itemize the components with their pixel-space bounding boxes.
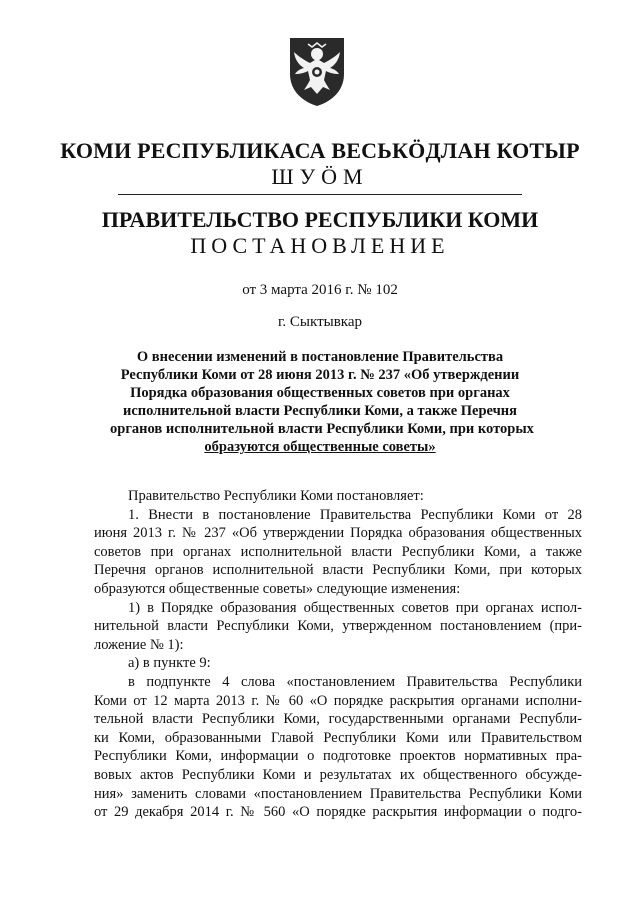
decree-body — [94, 487, 582, 822]
title-line: исполнительной власти Республики Коми, а также Перечня — [122, 403, 518, 419]
title-line: Порядка образования общественных советов при органах — [130, 385, 510, 401]
body-line: советов при органах исполнительной власти Республики Коми, а также — [94, 543, 582, 560]
header-divider — [118, 194, 522, 195]
title-line: органов исполнительной власти Республики Коми, при которых — [110, 421, 534, 437]
body-line: Перечня органов исполнительной власти Республики Коми, при которых — [94, 562, 582, 579]
body-line: Правительство Республики Коми постановляет: — [128, 488, 424, 504]
body-line: а) в пункте 9: — [128, 655, 211, 672]
body-line: вовых актов Республики Коми и результатах их общественного обсужде- — [94, 766, 582, 783]
body-line: Республики Коми, информации о подготовке проектов нормативных пра- — [94, 748, 582, 765]
government-title: ПРАВИТЕЛЬСТВО РЕСПУБЛИКИ КОМИ — [101, 207, 539, 232]
decree-title — [110, 348, 534, 456]
body-line: в подпункте 4 слова «постановлением Правительства Республики — [128, 673, 582, 690]
komi-decree-word: ШУӦМ — [271, 164, 369, 189]
body-line: 1. Внести в постановление Правительства Республики Коми от 28 — [128, 506, 582, 523]
komi-government-title: КОМИ РЕСПУБЛИКАСА ВЕСЬКӦДЛАН КОТЫР — [60, 138, 580, 163]
decree-city: г. Сыктывкар — [277, 314, 363, 330]
body-line: ложение № 1): — [94, 636, 184, 653]
body-line: ки Коми, образованными Главой Республики Коми или Правительством — [94, 729, 582, 746]
title-line: Республики Коми от 28 июня 2013 г. № 237 «Об утверждении — [120, 367, 520, 383]
title-line: О внесении изменений в постановление Правительства — [136, 349, 504, 365]
body-line: нительной власти Республики Коми, утвержденном постановлением (при- — [94, 618, 582, 635]
body-line: июня 2013 г. № 237 «Об утверждении Порядка образования общественных — [94, 525, 582, 542]
body-line: от 29 декабря 2014 г. № 560 «О порядке раскрытия информации о подго- — [94, 804, 582, 821]
body-line: Коми от 12 марта 2013 г. № 60 «О порядке раскрытия органами исполни- — [94, 692, 582, 709]
decree-date-number: от 3 марта 2016 г. № 102 — [242, 282, 398, 298]
komi-coat-of-arms-emblem — [284, 34, 350, 108]
body-line: ния» заменить словами «постановлением Правительства Республики Коми — [94, 785, 582, 802]
body-line: образуются общественные советы» следующие изменения: — [94, 580, 461, 597]
decree-word: ПОСТАНОВЛЕНИЕ — [190, 233, 450, 258]
title-line: образуются общественные советы» — [204, 439, 436, 455]
body-line: 1) в Порядке образования общественных советов при органах испол- — [128, 599, 582, 616]
body-line: тельной власти Республики Коми, государственными органами Республи- — [94, 711, 582, 728]
